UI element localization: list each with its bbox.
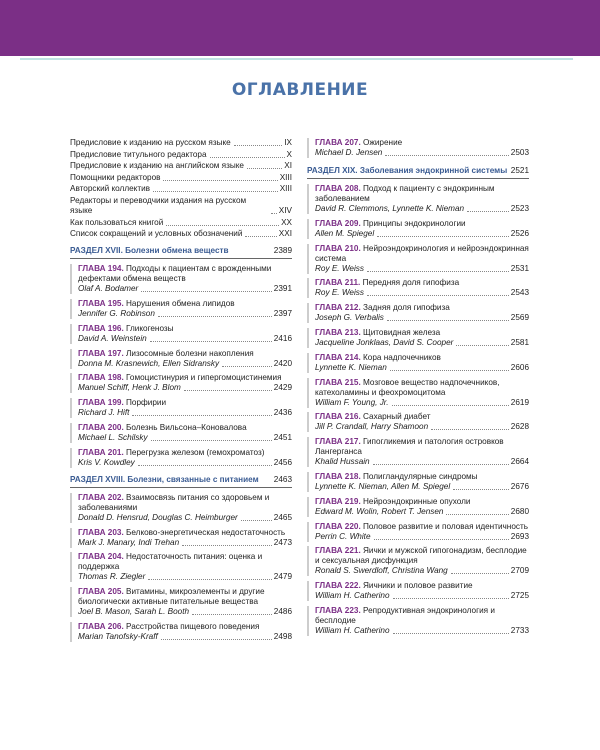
section-page: 2389 bbox=[273, 246, 292, 256]
chapter-title: Репродуктивная эндокринология и бесплодие bbox=[315, 605, 495, 625]
toc-right-column bbox=[307, 138, 529, 641]
chapter-author-line bbox=[78, 458, 292, 468]
chapter-entry[interactable] bbox=[70, 398, 292, 418]
chapter-title: Витамины, микроэлементы и другие биологически активные питательные вещества bbox=[78, 587, 265, 607]
chapter-entry[interactable] bbox=[307, 184, 529, 214]
chapter-title-line bbox=[78, 349, 292, 359]
chapter-author-line bbox=[315, 482, 529, 492]
chapter-title-line bbox=[78, 587, 292, 607]
dot-leader bbox=[166, 225, 279, 226]
chapter-title: Подход к пациенту с эндокринным заболеванием bbox=[315, 184, 495, 203]
chapter-label: ГЛАВА 197. bbox=[78, 348, 124, 358]
chapter-title-line bbox=[315, 606, 529, 626]
chapter-author-line bbox=[78, 632, 292, 642]
chapter-author-line bbox=[315, 566, 529, 576]
entry-page: XIII bbox=[279, 184, 292, 194]
section-title: Болезни обмена веществ bbox=[125, 246, 229, 256]
chapter-title-line bbox=[315, 138, 529, 148]
chapter-title-line bbox=[78, 493, 292, 513]
chapter-author-line bbox=[315, 457, 529, 467]
chapter-page: 2479 bbox=[273, 572, 292, 582]
chapter-entry[interactable] bbox=[307, 219, 529, 239]
chapter-title-line bbox=[315, 412, 529, 422]
dot-leader bbox=[451, 573, 509, 574]
preface-entry[interactable] bbox=[70, 229, 292, 239]
chapter-author-line bbox=[315, 313, 529, 323]
chapter-authors: Michael D. Jensen bbox=[315, 148, 383, 157]
chapter-title: Порфирии bbox=[126, 398, 167, 408]
chapter-page: 2391 bbox=[273, 284, 292, 294]
chapter-author-line bbox=[315, 148, 529, 158]
chapter-title: Нарушения обмена липидов bbox=[126, 298, 235, 308]
chapter-label: ГЛАВА 208. bbox=[315, 184, 361, 193]
chapter-authors: William H. Catherino bbox=[315, 591, 390, 601]
dot-leader bbox=[161, 639, 272, 640]
chapter-title: Белково-энергетическая недостаточность bbox=[126, 527, 286, 537]
chapter-label: ГЛАВА 200. bbox=[78, 422, 124, 432]
chapter-title: Нейроэндокринные опухоли bbox=[363, 496, 471, 506]
dot-leader bbox=[241, 520, 272, 521]
chapter-author-line bbox=[315, 288, 529, 298]
preface-entry[interactable] bbox=[70, 218, 292, 228]
chapter-title: Перегрузка железом (гемохроматоз) bbox=[126, 447, 265, 457]
chapter-author-line bbox=[78, 309, 292, 319]
dot-leader bbox=[387, 320, 509, 321]
chapter-title-line bbox=[78, 622, 292, 632]
chapter-title-line bbox=[78, 552, 292, 572]
chapter-page: 2628 bbox=[510, 422, 529, 432]
dot-leader bbox=[184, 390, 272, 391]
chapter-title-line bbox=[315, 581, 529, 591]
chapter-title: Половое развитие и половая идентичность bbox=[363, 521, 528, 531]
chapter-title-line bbox=[315, 437, 529, 457]
chapter-author-line bbox=[315, 363, 529, 373]
chapter-list bbox=[307, 138, 529, 158]
chapter-title-line bbox=[78, 423, 292, 433]
section-page: 2521 bbox=[510, 166, 529, 175]
chapter-author-line bbox=[315, 264, 529, 274]
chapter-title-line bbox=[315, 353, 529, 363]
entry-title: Предисловие титульного редактора bbox=[70, 149, 207, 159]
dot-leader bbox=[150, 341, 272, 342]
dot-leader bbox=[373, 464, 509, 465]
chapter-title-line bbox=[315, 278, 529, 288]
chapter-page: 2486 bbox=[273, 607, 292, 617]
dot-leader bbox=[222, 366, 272, 367]
chapter-title: Сахарный диабет bbox=[363, 412, 431, 422]
chapter-title: Кора надпочечников bbox=[363, 352, 441, 362]
dot-leader bbox=[467, 211, 509, 212]
chapter-entry[interactable] bbox=[70, 423, 292, 443]
chapter-entry[interactable] bbox=[70, 373, 292, 393]
dot-leader bbox=[271, 213, 277, 214]
entry-title: Предисловие к изданию на русском языке bbox=[70, 138, 231, 147]
chapter-author-line bbox=[315, 626, 529, 636]
chapter-title: Ожирение bbox=[363, 138, 403, 147]
chapter-label: ГЛАВА 199. bbox=[78, 398, 124, 408]
chapter-list bbox=[307, 184, 529, 636]
chapter-authors: Roy E. Weiss bbox=[315, 263, 364, 273]
chapter-entry[interactable] bbox=[307, 581, 529, 601]
chapter-page: 2436 bbox=[273, 408, 292, 418]
dot-leader bbox=[367, 271, 509, 272]
chapter-entry[interactable] bbox=[307, 278, 529, 298]
chapter-page: 2664 bbox=[510, 457, 529, 467]
chapter-label: ГЛАВА 220. bbox=[315, 521, 361, 531]
section-label: РАЗДЕЛ XIX. bbox=[307, 166, 358, 175]
chapter-label: ГЛАВА 198. bbox=[78, 373, 124, 383]
chapter-title: Яичники и половое развитие bbox=[363, 581, 473, 591]
chapter-label: ГЛАВА 209. bbox=[315, 218, 361, 228]
chapter-title: Передняя доля гипофиза bbox=[362, 278, 460, 288]
chapter-title-line bbox=[78, 373, 292, 383]
dot-leader bbox=[392, 405, 509, 406]
chapter-author-line bbox=[315, 532, 529, 542]
chapter-label: ГЛАВА 207. bbox=[315, 138, 361, 147]
chapter-title-line bbox=[78, 528, 292, 538]
chapter-author-line bbox=[78, 513, 292, 523]
dot-leader bbox=[245, 236, 276, 237]
chapter-page: 2569 bbox=[510, 313, 529, 323]
dot-leader bbox=[158, 316, 272, 317]
chapter-label: ГЛАВА 210. bbox=[315, 243, 361, 253]
chapter-page: 2676 bbox=[510, 481, 529, 491]
chapter-label: ГЛАВА 217. bbox=[315, 437, 361, 447]
entry-title: Список сокращений и условных обозначений bbox=[70, 229, 243, 239]
dot-leader bbox=[210, 157, 285, 158]
dot-leader bbox=[132, 415, 271, 416]
entry-page: XX bbox=[281, 217, 292, 227]
chapter-label: ГЛАВА 211. bbox=[315, 278, 361, 288]
chapter-authors: Roy E. Weiss bbox=[315, 288, 364, 298]
chapter-title: Подходы к пациентам с врожденными дефектами обмена веществ bbox=[78, 264, 272, 284]
chapter-title: Нейроэндокринология и нейроэндокринная система bbox=[315, 243, 529, 263]
chapter-title-line bbox=[315, 219, 529, 229]
chapter-page: 2429 bbox=[273, 383, 292, 393]
chapter-title: Недостаточность питания: оценка и поддержка bbox=[78, 552, 263, 572]
dot-leader bbox=[151, 440, 272, 441]
chapter-entry[interactable] bbox=[307, 546, 529, 576]
chapter-title: Лизосомные болезни накопления bbox=[126, 348, 254, 358]
chapter-authors: Lynnette K. Nieman, Allen M. Spiegel bbox=[315, 481, 451, 491]
chapter-label: ГЛАВА 222. bbox=[315, 581, 361, 591]
chapter-authors: Donald D. Hensrud, Douglas C. Heimburger bbox=[78, 512, 238, 522]
chapter-authors: William F. Young, Jr. bbox=[315, 397, 389, 407]
section-title: Болезни, связанные с питанием bbox=[127, 474, 259, 484]
chapter-entry[interactable] bbox=[70, 587, 292, 617]
chapter-authors: Richard J. Hift bbox=[78, 408, 130, 418]
chapter-label: ГЛАВА 212. bbox=[315, 303, 361, 313]
chapter-page: 2416 bbox=[273, 333, 292, 343]
chapter-entry[interactable] bbox=[307, 412, 529, 432]
section-heading[interactable] bbox=[307, 166, 529, 179]
chapter-label: ГЛАВА 204. bbox=[78, 552, 124, 562]
chapter-authors: Jill P. Crandall, Harry Shamoon bbox=[315, 422, 429, 432]
chapter-authors: Mark J. Manary, Indi Trehan bbox=[78, 537, 180, 547]
entry-title: Редакторы и переводчики издания на русском языке bbox=[70, 195, 247, 215]
chapter-entry[interactable] bbox=[70, 324, 292, 344]
chapter-label: ГЛАВА 214. bbox=[315, 352, 361, 362]
chapter-entry[interactable] bbox=[307, 606, 529, 636]
chapter-title: Гомоцистинурия и гипергомоцистинемия bbox=[126, 373, 282, 383]
chapter-page: 2420 bbox=[273, 358, 292, 368]
chapter-author-line bbox=[78, 383, 292, 393]
chapter-label: ГЛАВА 215. bbox=[315, 377, 361, 387]
chapter-title: Задняя доля гипофиза bbox=[363, 303, 450, 313]
entry-page: IX bbox=[284, 138, 292, 147]
dot-leader bbox=[234, 145, 283, 146]
chapter-author-line bbox=[78, 538, 292, 548]
chapter-label: ГЛАВА 219. bbox=[315, 496, 361, 506]
toc-left-column bbox=[70, 138, 292, 647]
chapter-title: Взаимосвязь питания со здоровьем и заболеваниями bbox=[78, 492, 270, 512]
chapter-authors: Michael L. Schilsky bbox=[78, 432, 148, 442]
chapter-label: ГЛАВА 202. bbox=[78, 492, 124, 502]
chapter-entry[interactable] bbox=[307, 138, 529, 158]
entry-page: XIV bbox=[278, 205, 292, 215]
chapter-label: ГЛАВА 213. bbox=[315, 327, 361, 337]
dot-leader bbox=[456, 345, 508, 346]
chapter-entry[interactable] bbox=[307, 522, 529, 542]
chapter-label: ГЛАВА 216. bbox=[315, 412, 361, 422]
chapter-label: ГЛАВА 196. bbox=[78, 323, 124, 333]
chapter-title: Принципы эндокринологии bbox=[363, 218, 466, 228]
chapter-author-line bbox=[315, 422, 529, 432]
section-label: РАЗДЕЛ XVIII. bbox=[70, 474, 126, 484]
chapter-entry[interactable] bbox=[307, 328, 529, 348]
chapter-title: Гликогенозы bbox=[126, 323, 174, 333]
chapter-title: Болезнь Вильсона–Коновалова bbox=[126, 422, 247, 432]
chapter-title-line bbox=[315, 184, 529, 204]
chapter-entry[interactable] bbox=[307, 437, 529, 467]
dot-leader bbox=[374, 539, 509, 540]
dot-leader bbox=[367, 295, 509, 296]
chapter-title: Полигландулярные синдромы bbox=[363, 471, 478, 481]
chapter-label: ГЛАВА 205. bbox=[78, 587, 124, 597]
preface-entry[interactable] bbox=[70, 184, 292, 194]
chapter-author-line bbox=[315, 507, 529, 517]
dot-leader bbox=[446, 514, 508, 515]
chapter-title-line bbox=[315, 303, 529, 313]
chapter-entry[interactable] bbox=[307, 497, 529, 517]
chapter-entry[interactable] bbox=[307, 378, 529, 408]
chapter-label: ГЛАВА 221. bbox=[315, 546, 361, 556]
chapter-author-line bbox=[78, 359, 292, 369]
chapter-page: 2531 bbox=[510, 263, 529, 273]
chapter-authors: Ronald S. Swerdloff, Christina Wang bbox=[315, 566, 448, 576]
chapter-page: 2465 bbox=[273, 512, 292, 522]
chapter-entry[interactable] bbox=[70, 493, 292, 523]
chapter-page: 2680 bbox=[510, 506, 529, 516]
chapter-page: 2456 bbox=[273, 457, 292, 467]
dot-leader bbox=[393, 598, 509, 599]
chapter-label: ГЛАВА 218. bbox=[315, 471, 361, 481]
dot-leader bbox=[148, 579, 271, 580]
chapter-author-line bbox=[78, 334, 292, 344]
header-band bbox=[0, 0, 600, 56]
section-heading[interactable] bbox=[70, 475, 292, 488]
chapter-authors: Kris V. Kowdley bbox=[78, 457, 135, 467]
section-title: Заболевания эндокринной системы bbox=[359, 166, 508, 175]
chapter-authors: Joel B. Mason, Sarah L. Booth bbox=[78, 607, 190, 617]
chapter-entry[interactable] bbox=[307, 353, 529, 373]
header-rule bbox=[20, 58, 573, 60]
page-title: ОГЛАВЛЕНИЕ bbox=[231, 80, 369, 100]
dot-leader bbox=[153, 191, 278, 192]
dot-leader bbox=[138, 465, 272, 466]
section-heading[interactable] bbox=[70, 246, 292, 259]
chapter-authors: Joseph G. Verbalis bbox=[315, 313, 384, 323]
chapter-title-line bbox=[315, 378, 529, 398]
chapter-title-line bbox=[78, 299, 292, 309]
dot-leader bbox=[192, 614, 272, 615]
chapter-authors: Marian Tanofsky-Kraff bbox=[78, 631, 158, 641]
dot-leader bbox=[163, 180, 277, 181]
chapter-list bbox=[70, 493, 292, 642]
chapter-page: 2503 bbox=[510, 148, 529, 157]
entry-page: XXI bbox=[278, 229, 292, 239]
chapter-title: Яички и мужской гипогонадизм, бесплодие и сексуальная дисфункция bbox=[315, 546, 527, 566]
preface-list bbox=[70, 138, 292, 239]
chapter-entry[interactable] bbox=[307, 472, 529, 492]
entry-title: Помощники редакторов bbox=[70, 172, 161, 182]
chapter-authors: Manuel Schiff, Henk J. Blom bbox=[78, 383, 181, 393]
dot-leader bbox=[390, 370, 509, 371]
dot-leader bbox=[431, 429, 509, 430]
chapter-authors: Jacqueline Jonklaas, David S. Cooper bbox=[315, 337, 454, 347]
chapter-author-line bbox=[78, 433, 292, 443]
chapter-authors: Khalid Hussain bbox=[315, 457, 370, 467]
chapter-entry[interactable] bbox=[70, 448, 292, 468]
preface-entry[interactable] bbox=[70, 150, 292, 160]
entry-title: Предисловие к изданию на английском языке bbox=[70, 161, 244, 171]
chapter-author-line bbox=[78, 572, 292, 582]
chapter-entry[interactable] bbox=[307, 303, 529, 323]
chapter-title: Щитовидная железа bbox=[363, 327, 441, 337]
chapter-author-line bbox=[78, 284, 292, 294]
preface-entry[interactable] bbox=[70, 173, 292, 183]
chapter-page: 2606 bbox=[510, 362, 529, 372]
chapter-entry[interactable] bbox=[307, 244, 529, 274]
chapter-page: 2498 bbox=[273, 631, 292, 641]
chapter-authors: Jennifer G. Robinson bbox=[78, 308, 155, 318]
chapter-author-line bbox=[315, 204, 529, 214]
chapter-page: 2451 bbox=[273, 432, 292, 442]
chapter-author-line bbox=[315, 398, 529, 408]
chapter-entry[interactable] bbox=[70, 622, 292, 642]
chapter-entry[interactable] bbox=[70, 349, 292, 369]
dot-leader bbox=[393, 633, 509, 634]
dot-leader bbox=[247, 168, 282, 169]
chapter-label: ГЛАВА 206. bbox=[78, 621, 124, 631]
chapter-authors: Donna M. Krasnewich, Ellen Sidransky bbox=[78, 358, 220, 368]
chapter-label: ГЛАВА 195. bbox=[78, 298, 124, 308]
chapter-title-line bbox=[78, 398, 292, 408]
chapter-page: 2523 bbox=[510, 204, 529, 213]
chapter-entry[interactable] bbox=[70, 552, 292, 582]
chapter-author-line bbox=[315, 591, 529, 601]
dot-leader bbox=[141, 291, 272, 292]
section-label: РАЗДЕЛ XVII. bbox=[70, 246, 123, 256]
dot-leader bbox=[453, 489, 509, 490]
chapter-page: 2581 bbox=[510, 337, 529, 347]
entry-page: XI bbox=[284, 161, 292, 171]
chapter-page: 2693 bbox=[510, 531, 529, 541]
chapter-authors: Allen M. Spiegel bbox=[315, 228, 375, 238]
chapter-title-line bbox=[315, 497, 529, 507]
chapter-authors: Olaf A. Bodamer bbox=[78, 284, 139, 294]
chapter-list bbox=[70, 264, 292, 468]
chapter-page: 2397 bbox=[273, 308, 292, 318]
chapter-page: 2543 bbox=[510, 288, 529, 298]
chapter-entry[interactable] bbox=[70, 299, 292, 319]
chapter-title-line bbox=[78, 448, 292, 458]
chapter-title-line bbox=[315, 328, 529, 338]
chapter-page: 2473 bbox=[273, 537, 292, 547]
dot-leader bbox=[377, 236, 509, 237]
entry-title: Авторский коллектив bbox=[70, 184, 150, 194]
chapter-title-line bbox=[315, 472, 529, 482]
chapter-page: 2619 bbox=[510, 397, 529, 407]
chapter-entry[interactable] bbox=[70, 264, 292, 294]
preface-entry[interactable] bbox=[70, 138, 292, 148]
chapter-authors: David A. Weinstein bbox=[78, 333, 147, 343]
preface-entry[interactable] bbox=[70, 196, 292, 216]
chapter-title: Мозговое вещество надпочечников, катехоламины и феохромоцитома bbox=[315, 377, 500, 397]
section-page: 2463 bbox=[273, 474, 292, 484]
chapter-page: 2725 bbox=[510, 591, 529, 601]
entry-page: X bbox=[286, 149, 292, 159]
chapter-entry[interactable] bbox=[70, 528, 292, 548]
chapter-page: 2733 bbox=[510, 625, 529, 635]
chapter-authors: Edward M. Wolin, Robert T. Jensen bbox=[315, 506, 444, 516]
preface-entry[interactable] bbox=[70, 161, 292, 171]
chapter-authors: Thomas R. Ziegler bbox=[78, 572, 146, 582]
chapter-label: ГЛАВА 201. bbox=[78, 447, 124, 457]
chapter-label: ГЛАВА 223. bbox=[315, 605, 361, 615]
chapter-title-line bbox=[315, 522, 529, 532]
chapter-authors: William H. Catherino bbox=[315, 625, 390, 635]
chapter-label: ГЛАВА 203. bbox=[78, 527, 124, 537]
chapter-title-line bbox=[78, 324, 292, 334]
chapter-authors: Lynnette K. Nieman bbox=[315, 362, 387, 372]
chapter-title: Гипогликемия и патология островков Лангерганса bbox=[315, 437, 504, 457]
chapter-label: ГЛАВА 194. bbox=[78, 264, 124, 274]
chapter-title: Расстройства пищевого поведения bbox=[126, 621, 260, 631]
chapter-author-line bbox=[78, 408, 292, 418]
chapter-author-line bbox=[78, 607, 292, 617]
chapter-title-line bbox=[78, 264, 292, 284]
dot-leader bbox=[385, 155, 508, 156]
chapter-page: 2526 bbox=[510, 228, 529, 238]
dot-leader bbox=[182, 545, 272, 546]
chapter-page: 2709 bbox=[510, 566, 529, 576]
entry-page: XIII bbox=[279, 172, 292, 182]
chapter-title-line bbox=[315, 244, 529, 264]
chapter-author-line bbox=[315, 229, 529, 239]
chapter-authors: David R. Clemmons, Lynnette K. Nieman bbox=[315, 204, 465, 213]
chapter-title-line bbox=[315, 546, 529, 566]
entry-title: Как пользоваться книгой bbox=[70, 217, 164, 227]
chapter-authors: Perrin C. White bbox=[315, 531, 371, 541]
chapter-author-line bbox=[315, 338, 529, 348]
